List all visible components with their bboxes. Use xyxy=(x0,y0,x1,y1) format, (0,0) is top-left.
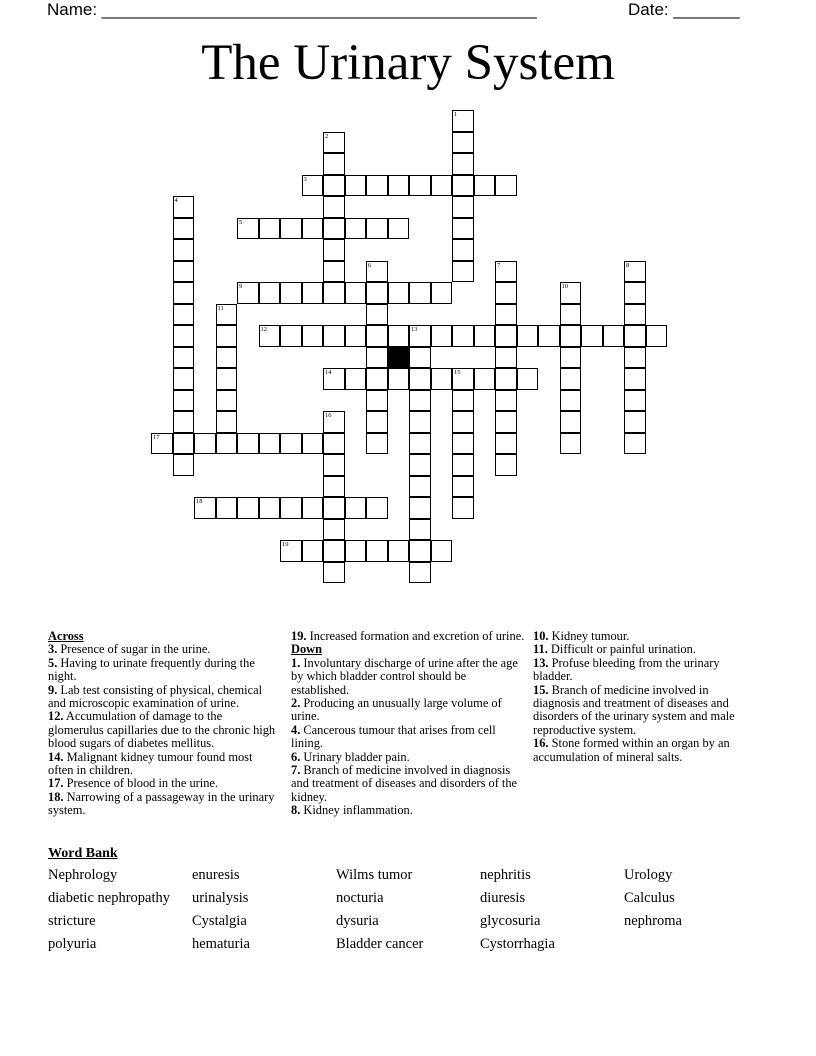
grid-cell[interactable] xyxy=(409,540,431,562)
grid-cell[interactable] xyxy=(560,368,582,390)
clue-number: 8 xyxy=(626,261,630,269)
grid-cell[interactable] xyxy=(216,411,238,433)
grid-cell[interactable] xyxy=(452,239,474,261)
grid-cell[interactable] xyxy=(474,175,496,197)
clue-down-6: 6. Urinary bladder pain. xyxy=(291,749,410,764)
grid-cell[interactable] xyxy=(366,390,388,412)
clue-number: 19 xyxy=(282,541,289,548)
word-bank-item: Cystorrhagia xyxy=(480,936,555,952)
grid-cell[interactable] xyxy=(624,282,646,304)
grid-cell[interactable] xyxy=(495,454,517,476)
grid-cell[interactable] xyxy=(495,304,517,326)
grid-cell[interactable] xyxy=(323,218,345,240)
word-bank-item: nephritis xyxy=(480,867,531,883)
word-bank-item: urinalysis xyxy=(192,890,249,906)
grid-cell[interactable] xyxy=(345,218,367,240)
grid-cell[interactable] xyxy=(388,218,410,240)
grid-cell[interactable] xyxy=(366,411,388,433)
word-bank-item: Calculus xyxy=(624,890,675,906)
word-bank-item: nocturia xyxy=(336,890,384,906)
word-bank-item: Nephrology xyxy=(48,867,118,883)
grid-cell[interactable] xyxy=(366,261,388,283)
black-cell xyxy=(388,347,410,369)
clue-across-9: 9. Lab test consisting of physical, chemical and microscopic examination of urine. xyxy=(48,682,263,711)
grid-cell[interactable] xyxy=(452,132,474,154)
grid-cell[interactable] xyxy=(452,368,474,390)
clue-across-12: 12. Accumulation of damage to the glomerulus capillaries due to the chronic high blood sugars of diabetes mellitus. xyxy=(48,709,276,751)
grid-cell[interactable] xyxy=(431,540,453,562)
grid-cell[interactable] xyxy=(452,325,474,347)
clue-number: 9 xyxy=(239,283,243,290)
clue-number: 3 xyxy=(303,175,307,183)
grid-cell[interactable] xyxy=(173,218,195,240)
clue-number: 11 xyxy=(217,304,224,312)
grid-cell[interactable] xyxy=(603,325,625,347)
grid-cell[interactable] xyxy=(452,390,474,412)
grid-cell[interactable] xyxy=(323,433,345,455)
grid-cell[interactable] xyxy=(194,497,216,519)
grid-cell[interactable] xyxy=(173,196,195,218)
grid-cell[interactable] xyxy=(323,239,345,261)
clues-column-2 xyxy=(291,630,525,818)
grid-cell[interactable] xyxy=(194,433,216,455)
clue-down-10: 10. Kidney tumour. xyxy=(533,629,630,643)
clues-column-1 xyxy=(48,630,276,818)
grid-cell[interactable] xyxy=(452,218,474,240)
date-line: _______ xyxy=(673,0,740,19)
clue-number: 4 xyxy=(174,197,178,204)
grid-cell[interactable] xyxy=(452,153,474,175)
grid-cell[interactable] xyxy=(237,282,259,304)
clue-number: 13 xyxy=(411,326,418,333)
grid-cell[interactable] xyxy=(345,497,367,519)
grid-cell[interactable] xyxy=(323,497,345,519)
grid-cell[interactable] xyxy=(259,497,281,519)
grid-cell[interactable] xyxy=(409,497,431,519)
clue-down-4: 4. Cancerous tumour that arises from cell lining. xyxy=(291,722,496,751)
grid-cell[interactable] xyxy=(237,218,259,240)
grid-cell[interactable] xyxy=(323,132,345,154)
clue-down-15: 15. Branch of medicine involved in diagnosis and treatment of diseases and disorders of the urinary system and male reproductive system. xyxy=(533,682,735,737)
grid-cell[interactable] xyxy=(388,282,410,304)
grid-cell[interactable] xyxy=(409,282,431,304)
grid-cell[interactable] xyxy=(280,218,302,240)
grid-cell[interactable] xyxy=(280,540,302,562)
clue-number: 10 xyxy=(561,283,568,290)
grid-cell[interactable] xyxy=(388,368,410,390)
grid-cell[interactable] xyxy=(366,433,388,455)
grid-cell[interactable] xyxy=(259,218,281,240)
word-bank-item: Urology xyxy=(624,867,673,883)
grid-cell[interactable] xyxy=(259,325,281,347)
clue-down-13: 13. Profuse bleeding from the urinary bladder. xyxy=(533,655,720,684)
word-bank xyxy=(48,867,768,959)
grid-cell[interactable] xyxy=(624,368,646,390)
name-line: ______________________________________________ xyxy=(101,0,537,19)
grid-cell[interactable] xyxy=(216,497,238,519)
grid-cell[interactable] xyxy=(173,390,195,412)
grid-cell[interactable] xyxy=(280,325,302,347)
grid-cell[interactable] xyxy=(624,304,646,326)
grid-cell[interactable] xyxy=(323,519,345,541)
grid-cell[interactable] xyxy=(495,368,517,390)
grid-cell[interactable] xyxy=(323,175,345,197)
grid-cell[interactable] xyxy=(173,261,195,283)
clue-down-16: 16. Stone formed within an organ by an accumulation of mineral salts. xyxy=(533,736,730,764)
grid-cell[interactable] xyxy=(560,433,582,455)
grid-cell[interactable] xyxy=(302,433,324,455)
grid-cell[interactable] xyxy=(624,325,646,347)
grid-cell[interactable] xyxy=(345,282,367,304)
grid-cell[interactable] xyxy=(345,175,367,197)
grid-cell[interactable] xyxy=(560,347,582,369)
grid-cell[interactable] xyxy=(495,261,517,283)
grid-cell[interactable] xyxy=(323,411,345,433)
word-bank-item: hematuria xyxy=(192,936,250,952)
grid-cell[interactable] xyxy=(517,325,539,347)
word-bank-title: Word Bank xyxy=(48,846,118,861)
grid-cell[interactable] xyxy=(624,433,646,455)
across-heading: Across xyxy=(48,629,84,643)
grid-cell[interactable] xyxy=(517,368,539,390)
grid-cell[interactable] xyxy=(409,433,431,455)
grid-cell[interactable] xyxy=(431,325,453,347)
grid-cell[interactable] xyxy=(366,304,388,326)
grid-cell[interactable] xyxy=(323,476,345,498)
grid-cell[interactable] xyxy=(323,454,345,476)
grid-cell[interactable] xyxy=(495,347,517,369)
clue-number: 5 xyxy=(239,218,243,226)
clue-number: 18 xyxy=(196,498,203,505)
clue-across-3: 3. Presence of sugar in the urine. xyxy=(48,642,211,657)
grid-cell[interactable] xyxy=(409,476,431,498)
clue-across-14: 14. Malignant kidney tumour found most often in children. xyxy=(48,749,253,778)
grid-cell[interactable] xyxy=(280,497,302,519)
grid-cell[interactable] xyxy=(237,497,259,519)
grid-cell[interactable] xyxy=(173,411,195,433)
grid-cell[interactable] xyxy=(259,282,281,304)
clue-down-7: 7. Branch of medicine involved in diagnosis and treatment of diseases and disorders of the kidney. xyxy=(291,763,518,804)
grid-cell[interactable] xyxy=(409,411,431,433)
grid-cell[interactable] xyxy=(345,368,367,390)
grid-cell[interactable] xyxy=(302,175,324,197)
word-bank-item: Cystalgia xyxy=(192,913,247,929)
grid-cell[interactable] xyxy=(452,175,474,197)
grid-cell[interactable] xyxy=(560,411,582,433)
grid-cell[interactable] xyxy=(366,218,388,240)
grid-cell[interactable] xyxy=(216,390,238,412)
grid-cell[interactable] xyxy=(323,282,345,304)
clue-down-2: 2. Producing an unusually large volume of urine. xyxy=(291,696,502,724)
grid-cell[interactable] xyxy=(280,433,302,455)
clue-number: 7 xyxy=(497,261,501,269)
clue-number: 15 xyxy=(454,369,461,376)
grid-cell[interactable] xyxy=(431,368,453,390)
word-bank-item: polyuria xyxy=(48,936,97,952)
grid-cell[interactable] xyxy=(216,433,238,455)
word-bank-item: enuresis xyxy=(192,867,240,883)
word-bank-item: nephroma xyxy=(624,913,682,929)
clue-number: 14 xyxy=(325,369,332,376)
page-title: The Urinary System xyxy=(201,35,615,91)
grid-cell[interactable] xyxy=(366,497,388,519)
grid-cell[interactable] xyxy=(452,261,474,283)
grid-cell[interactable] xyxy=(345,325,367,347)
grid-cell[interactable] xyxy=(323,368,345,390)
grid-cell[interactable] xyxy=(302,218,324,240)
grid-cell[interactable] xyxy=(151,433,173,455)
grid-cell[interactable] xyxy=(495,411,517,433)
clue-down-8: 8. Kidney inflammation. xyxy=(291,803,413,818)
grid-cell[interactable] xyxy=(173,347,195,369)
grid-cell[interactable] xyxy=(409,562,431,584)
clue-number: 1 xyxy=(454,111,458,118)
grid-cell[interactable] xyxy=(495,325,517,347)
grid-cell[interactable] xyxy=(216,368,238,390)
grid-cell[interactable] xyxy=(173,304,195,326)
grid-cell[interactable] xyxy=(560,390,582,412)
clue-number: 17 xyxy=(153,433,160,441)
clue-number: 2 xyxy=(325,132,329,140)
grid-cell[interactable] xyxy=(302,282,324,304)
grid-cell[interactable] xyxy=(646,325,668,347)
clue-number: 6 xyxy=(368,261,372,269)
grid-cell[interactable] xyxy=(452,497,474,519)
grid-cell[interactable] xyxy=(173,282,195,304)
grid-cell[interactable] xyxy=(323,153,345,175)
clue-number: 12 xyxy=(260,326,267,333)
grid-cell[interactable] xyxy=(366,368,388,390)
clue-across-17: 17. Presence of blood in the urine. xyxy=(48,776,219,791)
grid-cell[interactable] xyxy=(452,196,474,218)
clue-across-19: 19. Increased formation and excretion of urine. xyxy=(291,629,525,643)
grid-cell[interactable] xyxy=(173,325,195,347)
grid-cell[interactable] xyxy=(216,347,238,369)
clue-number: 16 xyxy=(325,412,332,419)
grid-cell[interactable] xyxy=(388,175,410,197)
grid-cell[interactable] xyxy=(581,325,603,347)
grid-cell[interactable] xyxy=(173,239,195,261)
grid-cell[interactable] xyxy=(323,562,345,584)
grid-cell[interactable] xyxy=(624,261,646,283)
grid-cell[interactable] xyxy=(173,433,195,455)
grid-cell[interactable] xyxy=(560,325,582,347)
word-bank-item: dysuria xyxy=(336,913,379,929)
grid-cell[interactable] xyxy=(409,347,431,369)
word-bank-item: Wilms tumor xyxy=(336,867,413,883)
grid-cell[interactable] xyxy=(323,196,345,218)
grid-cell[interactable] xyxy=(409,368,431,390)
down-heading: Down xyxy=(291,642,322,657)
grid-cell[interactable] xyxy=(452,476,474,498)
grid-cell[interactable] xyxy=(624,390,646,412)
grid-cell[interactable] xyxy=(409,175,431,197)
word-bank-item: glycosuria xyxy=(480,913,541,929)
grid-cell[interactable] xyxy=(452,411,474,433)
grid-cell[interactable] xyxy=(495,433,517,455)
grid-cell[interactable] xyxy=(388,325,410,347)
grid-cell[interactable] xyxy=(302,497,324,519)
grid-cell[interactable] xyxy=(474,325,496,347)
clue-across-5: 5. Having to urinate frequently during the night. xyxy=(48,655,255,684)
grid-cell[interactable] xyxy=(474,368,496,390)
grid-cell[interactable] xyxy=(409,390,431,412)
grid-cell[interactable] xyxy=(366,325,388,347)
word-bank-item: stricture xyxy=(48,913,96,929)
grid-cell[interactable] xyxy=(560,304,582,326)
clue-across-18: 18. Narrowing of a passageway in the urinary system. xyxy=(48,789,275,818)
date-label: Date: xyxy=(628,0,674,19)
grid-cell[interactable] xyxy=(409,454,431,476)
grid-cell[interactable] xyxy=(173,454,195,476)
grid-cell[interactable] xyxy=(323,261,345,283)
word-bank-item: Bladder cancer xyxy=(336,936,424,952)
grid-cell[interactable] xyxy=(216,304,238,326)
grid-cell[interactable] xyxy=(409,519,431,541)
grid-cell[interactable] xyxy=(366,175,388,197)
grid-cell[interactable] xyxy=(431,282,453,304)
grid-cell[interactable] xyxy=(216,325,238,347)
grid-cell[interactable] xyxy=(452,433,474,455)
grid-cell[interactable] xyxy=(560,282,582,304)
grid-cell[interactable] xyxy=(259,433,281,455)
grid-cell[interactable] xyxy=(237,433,259,455)
clues-column-3 xyxy=(533,630,755,764)
grid-cell[interactable] xyxy=(495,282,517,304)
grid-cell[interactable] xyxy=(302,325,324,347)
grid-cell[interactable] xyxy=(323,325,345,347)
grid-cell[interactable] xyxy=(624,347,646,369)
grid-cell[interactable] xyxy=(538,325,560,347)
grid-cell[interactable] xyxy=(452,110,474,132)
grid-cell[interactable] xyxy=(345,540,367,562)
grid-cell[interactable] xyxy=(452,454,474,476)
word-bank-item: diuresis xyxy=(480,890,526,906)
grid-cell[interactable] xyxy=(366,540,388,562)
grid-cell[interactable] xyxy=(495,390,517,412)
clue-down-11: 11. Difficult or painful urination. xyxy=(533,642,696,657)
grid-cell[interactable] xyxy=(624,411,646,433)
grid-cell[interactable] xyxy=(409,325,431,347)
grid-cell[interactable] xyxy=(173,368,195,390)
grid-cell[interactable] xyxy=(323,540,345,562)
name-label: Name: xyxy=(47,0,102,19)
clue-down-1: 1. Involuntary discharge of urine after the age by which bladder control should be established. xyxy=(291,655,518,697)
word-bank-item: diabetic nephropathy xyxy=(48,890,170,906)
grid-cell[interactable] xyxy=(495,175,517,197)
grid-cell[interactable] xyxy=(280,282,302,304)
grid-cell[interactable] xyxy=(366,347,388,369)
grid-cell[interactable] xyxy=(302,540,324,562)
grid-cell[interactable] xyxy=(388,540,410,562)
grid-cell[interactable] xyxy=(366,282,388,304)
grid-cell[interactable] xyxy=(431,175,453,197)
